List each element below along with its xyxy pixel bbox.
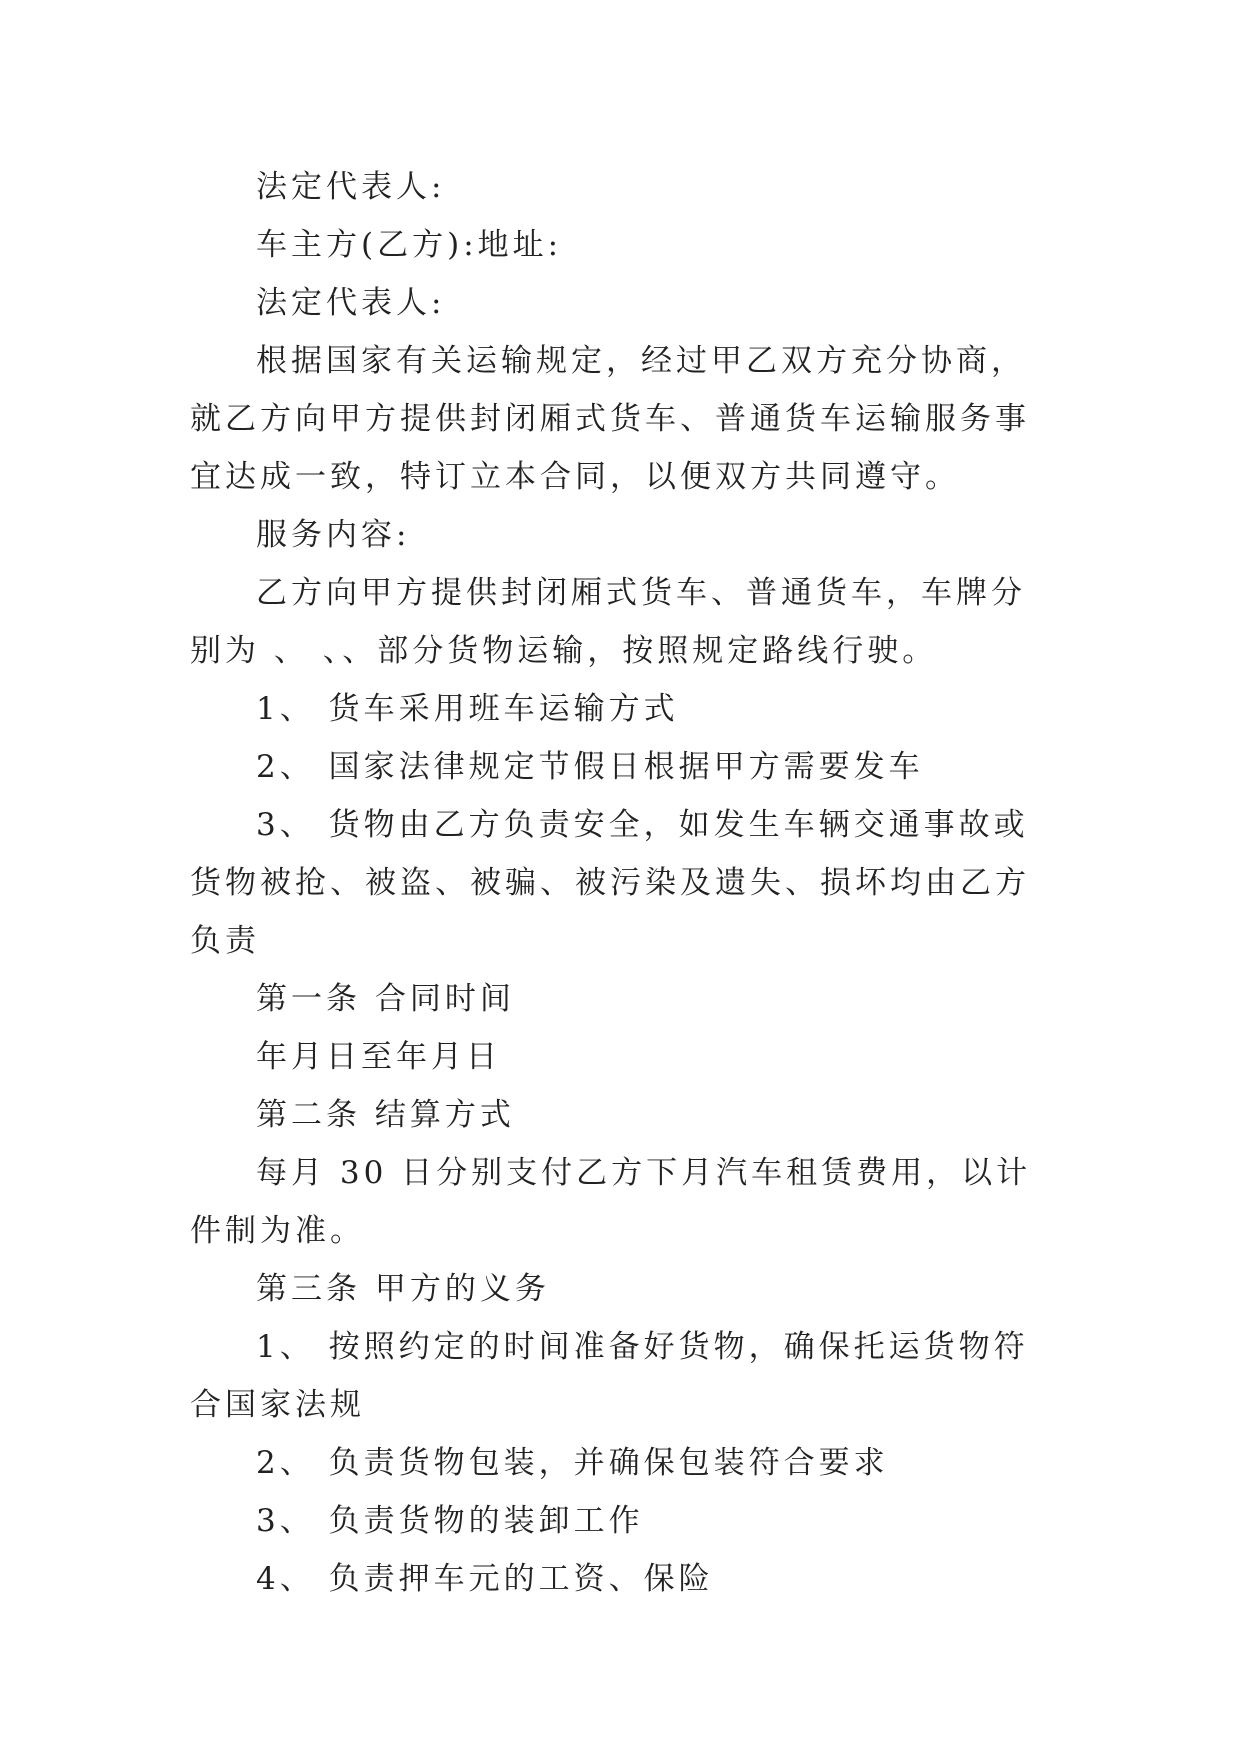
- service-item-3: 3、 货物由乙方负责安全，如发生车辆交通事故或货物被抢、被盗、被骗、被污染及遗失、损坏均由乙方负责: [190, 807, 1030, 959]
- vehicle-owner-party-line: 车主方(乙方):地址:: [256, 227, 563, 263]
- service-item-1: 1、 货车采用班车运输方式: [256, 691, 679, 727]
- article-2-heading: 第二条 结算方式: [256, 1097, 515, 1133]
- service-item-2: 2、 国家法律规定节假日根据甲方需要发车: [256, 749, 924, 785]
- contract-period-line: 年月日至年月日: [256, 1039, 501, 1075]
- party-a-duty-2: 2、 负责货物包装，并确保包装符合要求: [256, 1445, 889, 1481]
- service-content-paragraph: 乙方向甲方提供封闭厢式货车、普通货车，车牌分别为 、 、、部分货物运输，按照规定路线行驶。: [190, 575, 1026, 669]
- party-a-duty-4: 4、 负责押车元的工资、保险: [256, 1561, 714, 1597]
- article-3-heading: 第三条 甲方的义务: [256, 1271, 550, 1307]
- settlement-paragraph: 每月 30 日分别支付乙方下月汽车租赁费用，以计件制为准。: [190, 1155, 1032, 1249]
- legal-representative-line-2: 法定代表人:: [256, 285, 446, 321]
- service-content-heading: 服务内容:: [256, 517, 411, 553]
- preamble-paragraph: 根据国家有关运输规定，经过甲乙双方充分协商，就乙方向甲方提供封闭厢式货车、普通货车运输服务事宜达成一致，特订立本合同，以便双方共同遵守。: [190, 343, 1030, 495]
- document-body: [190, 158, 1050, 1608]
- legal-representative-line-1: 法定代表人:: [256, 169, 446, 205]
- article-1-heading: 第一条 合同时间: [256, 981, 515, 1017]
- party-a-duty-1: 1、 按照约定的时间准备好货物，确保托运货物符合国家法规: [190, 1329, 1029, 1423]
- party-a-duty-3: 3、 负责货物的装卸工作: [256, 1503, 644, 1539]
